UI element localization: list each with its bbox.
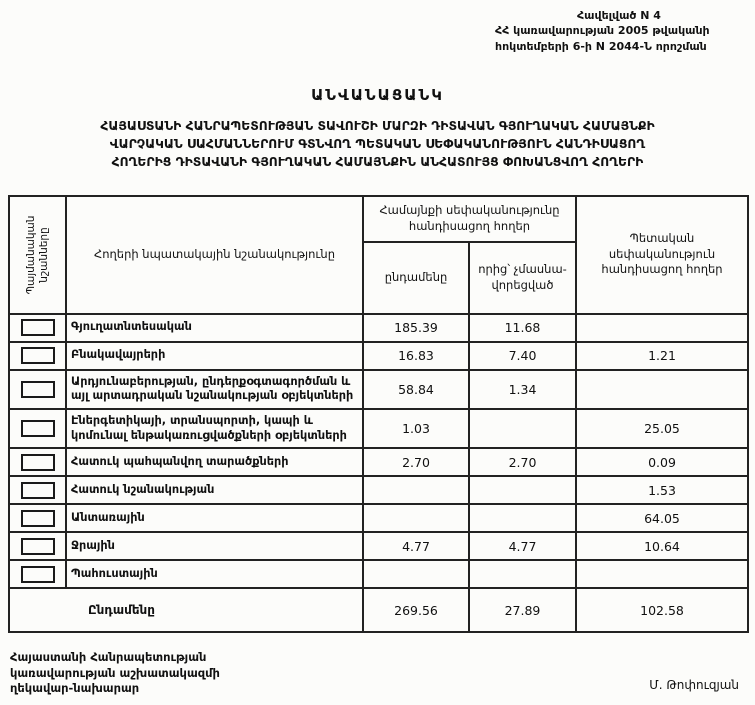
signatory-title-line-3: ղեկավար-նախարար	[10, 681, 140, 696]
land-category-label: Հատուկ նշանակության	[66, 476, 363, 504]
state-value: 1.53	[576, 476, 748, 504]
land-category-label: Պահուստային	[66, 560, 363, 588]
community-of-which-value: 1.34	[469, 370, 576, 409]
column-header-symbols: Պայմանական նշանները	[24, 215, 50, 294]
community-of-which-value: 7.40	[469, 342, 576, 370]
state-value: 0.09	[576, 448, 748, 476]
legend-symbol-box	[21, 319, 55, 336]
column-header-symbols-cell	[9, 196, 66, 314]
total-of-which-value: 27.89	[469, 588, 576, 632]
signatory-name: Մ. Թոփուզյան	[649, 678, 739, 692]
land-transfer-table	[8, 195, 749, 634]
table-row-protected-areas	[9, 448, 748, 476]
table-row-special-purpose	[9, 476, 748, 504]
land-category-label: Էներգետիկայի, տրանսպորտի, կապի և կոմունալ ենթակառուցվածքների օբյեկտների	[66, 409, 363, 448]
community-of-which-value	[469, 409, 576, 448]
community-of-which-value	[469, 560, 576, 588]
symbol-cell	[9, 370, 66, 409]
state-value	[576, 314, 748, 342]
community-total-value: 58.84	[363, 370, 469, 409]
appendix-government-line: ՀՀ կառավարության 2005 թվականի	[495, 24, 710, 38]
state-value: 1.21	[576, 342, 748, 370]
state-value	[576, 370, 748, 409]
legend-symbol-box	[21, 381, 55, 398]
symbol-cell	[9, 448, 66, 476]
signatory-title-line-2: կառավարության աշխատակազմի	[10, 665, 220, 680]
state-value: 25.05	[576, 409, 748, 448]
legend-symbol-box	[21, 454, 55, 471]
community-total-value	[363, 504, 469, 532]
column-header-community-of-which: որից՝ չմասնա-վորեցված	[469, 242, 576, 314]
state-value	[576, 560, 748, 588]
table-header	[9, 196, 748, 314]
community-total-value: 16.83	[363, 342, 469, 370]
legend-symbol-box	[21, 347, 55, 364]
community-total-value: 185.39	[363, 314, 469, 342]
community-total-value: 2.70	[363, 448, 469, 476]
community-of-which-value	[469, 476, 576, 504]
legend-symbol-box	[21, 482, 55, 499]
subtitle-line-1: ՀԱՅԱՍՏԱՆԻ ՀԱՆՐԱՊԵՏՈՒԹՅԱՆ ՏԱՎՈՒՇԻ ՄԱՐԶԻ ԴԻՏԱՎԱՆ ԳՅՈՒՂԱԿԱՆ ՀԱՄԱՅՆՔԻ	[100, 119, 655, 133]
land-category-label: Ջրային	[66, 532, 363, 560]
column-header-state: Պետական սեփականություն հանդիսացող հողեր	[576, 196, 748, 314]
document-title: ԱՆՎԱՆԱՑԱՆԿ	[311, 86, 444, 104]
legend-symbol-box	[21, 566, 55, 583]
column-header-community-group: Համայնքի սեփականությունը հանդիսացող հողեր	[363, 196, 576, 242]
column-header-community-total: ընդամենը	[363, 242, 469, 314]
community-of-which-value: 11.68	[469, 314, 576, 342]
legend-symbol-box	[21, 420, 55, 437]
land-category-label: Արդյունաբերության, ընդերքօգտագործման և այլ արտադրական նշանակության օբյեկտների	[66, 370, 363, 409]
community-total-value	[363, 476, 469, 504]
total-label: Ընդամենը	[9, 588, 363, 632]
symbol-cell	[9, 532, 66, 560]
community-total-value: 4.77	[363, 532, 469, 560]
signatory-title-line-1: Հայաստանի Հանրապետության	[10, 650, 207, 665]
symbol-cell	[9, 342, 66, 370]
appendix-number: Հավելված N 4	[577, 9, 661, 22]
state-value: 64.05	[576, 504, 748, 532]
subtitle-line-3: ՀՈՂԵՐԻՑ ԴԻՏԱՎԱՆԻ ԳՅՈՒՂԱԿԱՆ ՀԱՄԱՅՆՔԻՆ ԱՆՀԱՏՈՒՅՑ ՓՈԽԱՆՑՎՈՂ ՀՈՂԵՐԻ	[111, 155, 644, 170]
table-row-agricultural	[9, 314, 748, 342]
document-subtitle	[0, 117, 755, 172]
community-total-value: 1.03	[363, 409, 469, 448]
land-category-label: Գյուղատնտեսական	[66, 314, 363, 342]
symbol-cell	[9, 409, 66, 448]
symbol-cell	[9, 314, 66, 342]
table-header-row-1	[9, 196, 748, 242]
table-row-settlements	[9, 342, 748, 370]
legend-symbol-box	[21, 538, 55, 555]
appendix-decision-line: հոկտեմբերի 6-ի N 2044-Ն որոշման	[495, 39, 707, 53]
subtitle-line-2: ՎԱՐՉԱԿԱՆ ՍԱՀՄԱՆՆԵՐՈՒՄ ԳՏՆՎՈՂ ՊԵՏԱԿԱՆ ՍԵՓԱԿԱՆՈՒԹՅՈՒՆ ՀԱՆԴԻՍԱՑՈՂ	[109, 137, 646, 152]
table-body	[9, 314, 748, 633]
community-total-value	[363, 560, 469, 588]
legend-symbol-box	[21, 510, 55, 527]
land-category-label: Բնակավայրերի	[66, 342, 363, 370]
table-row-industrial	[9, 370, 748, 409]
table-total-row	[9, 588, 748, 632]
community-of-which-value: 4.77	[469, 532, 576, 560]
symbol-cell	[9, 560, 66, 588]
table-row-water	[9, 532, 748, 560]
symbol-cell	[9, 504, 66, 532]
column-header-purpose: Հողերի նպատակային նշանակությունը	[66, 196, 363, 314]
table-row-forest	[9, 504, 748, 532]
appendix-reference	[495, 8, 743, 54]
community-of-which-value: 2.70	[469, 448, 576, 476]
symbol-cell	[9, 476, 66, 504]
table-row-energy-transport	[9, 409, 748, 448]
community-of-which-value	[469, 504, 576, 532]
land-category-label: Անտառային	[66, 504, 363, 532]
total-community-value: 269.56	[363, 588, 469, 632]
signatory-title-block	[10, 650, 220, 697]
total-state-value: 102.58	[576, 588, 748, 632]
state-value: 10.64	[576, 532, 748, 560]
land-category-label: Հատուկ պահպանվող տարածքների	[66, 448, 363, 476]
table-row-reserve	[9, 560, 748, 588]
